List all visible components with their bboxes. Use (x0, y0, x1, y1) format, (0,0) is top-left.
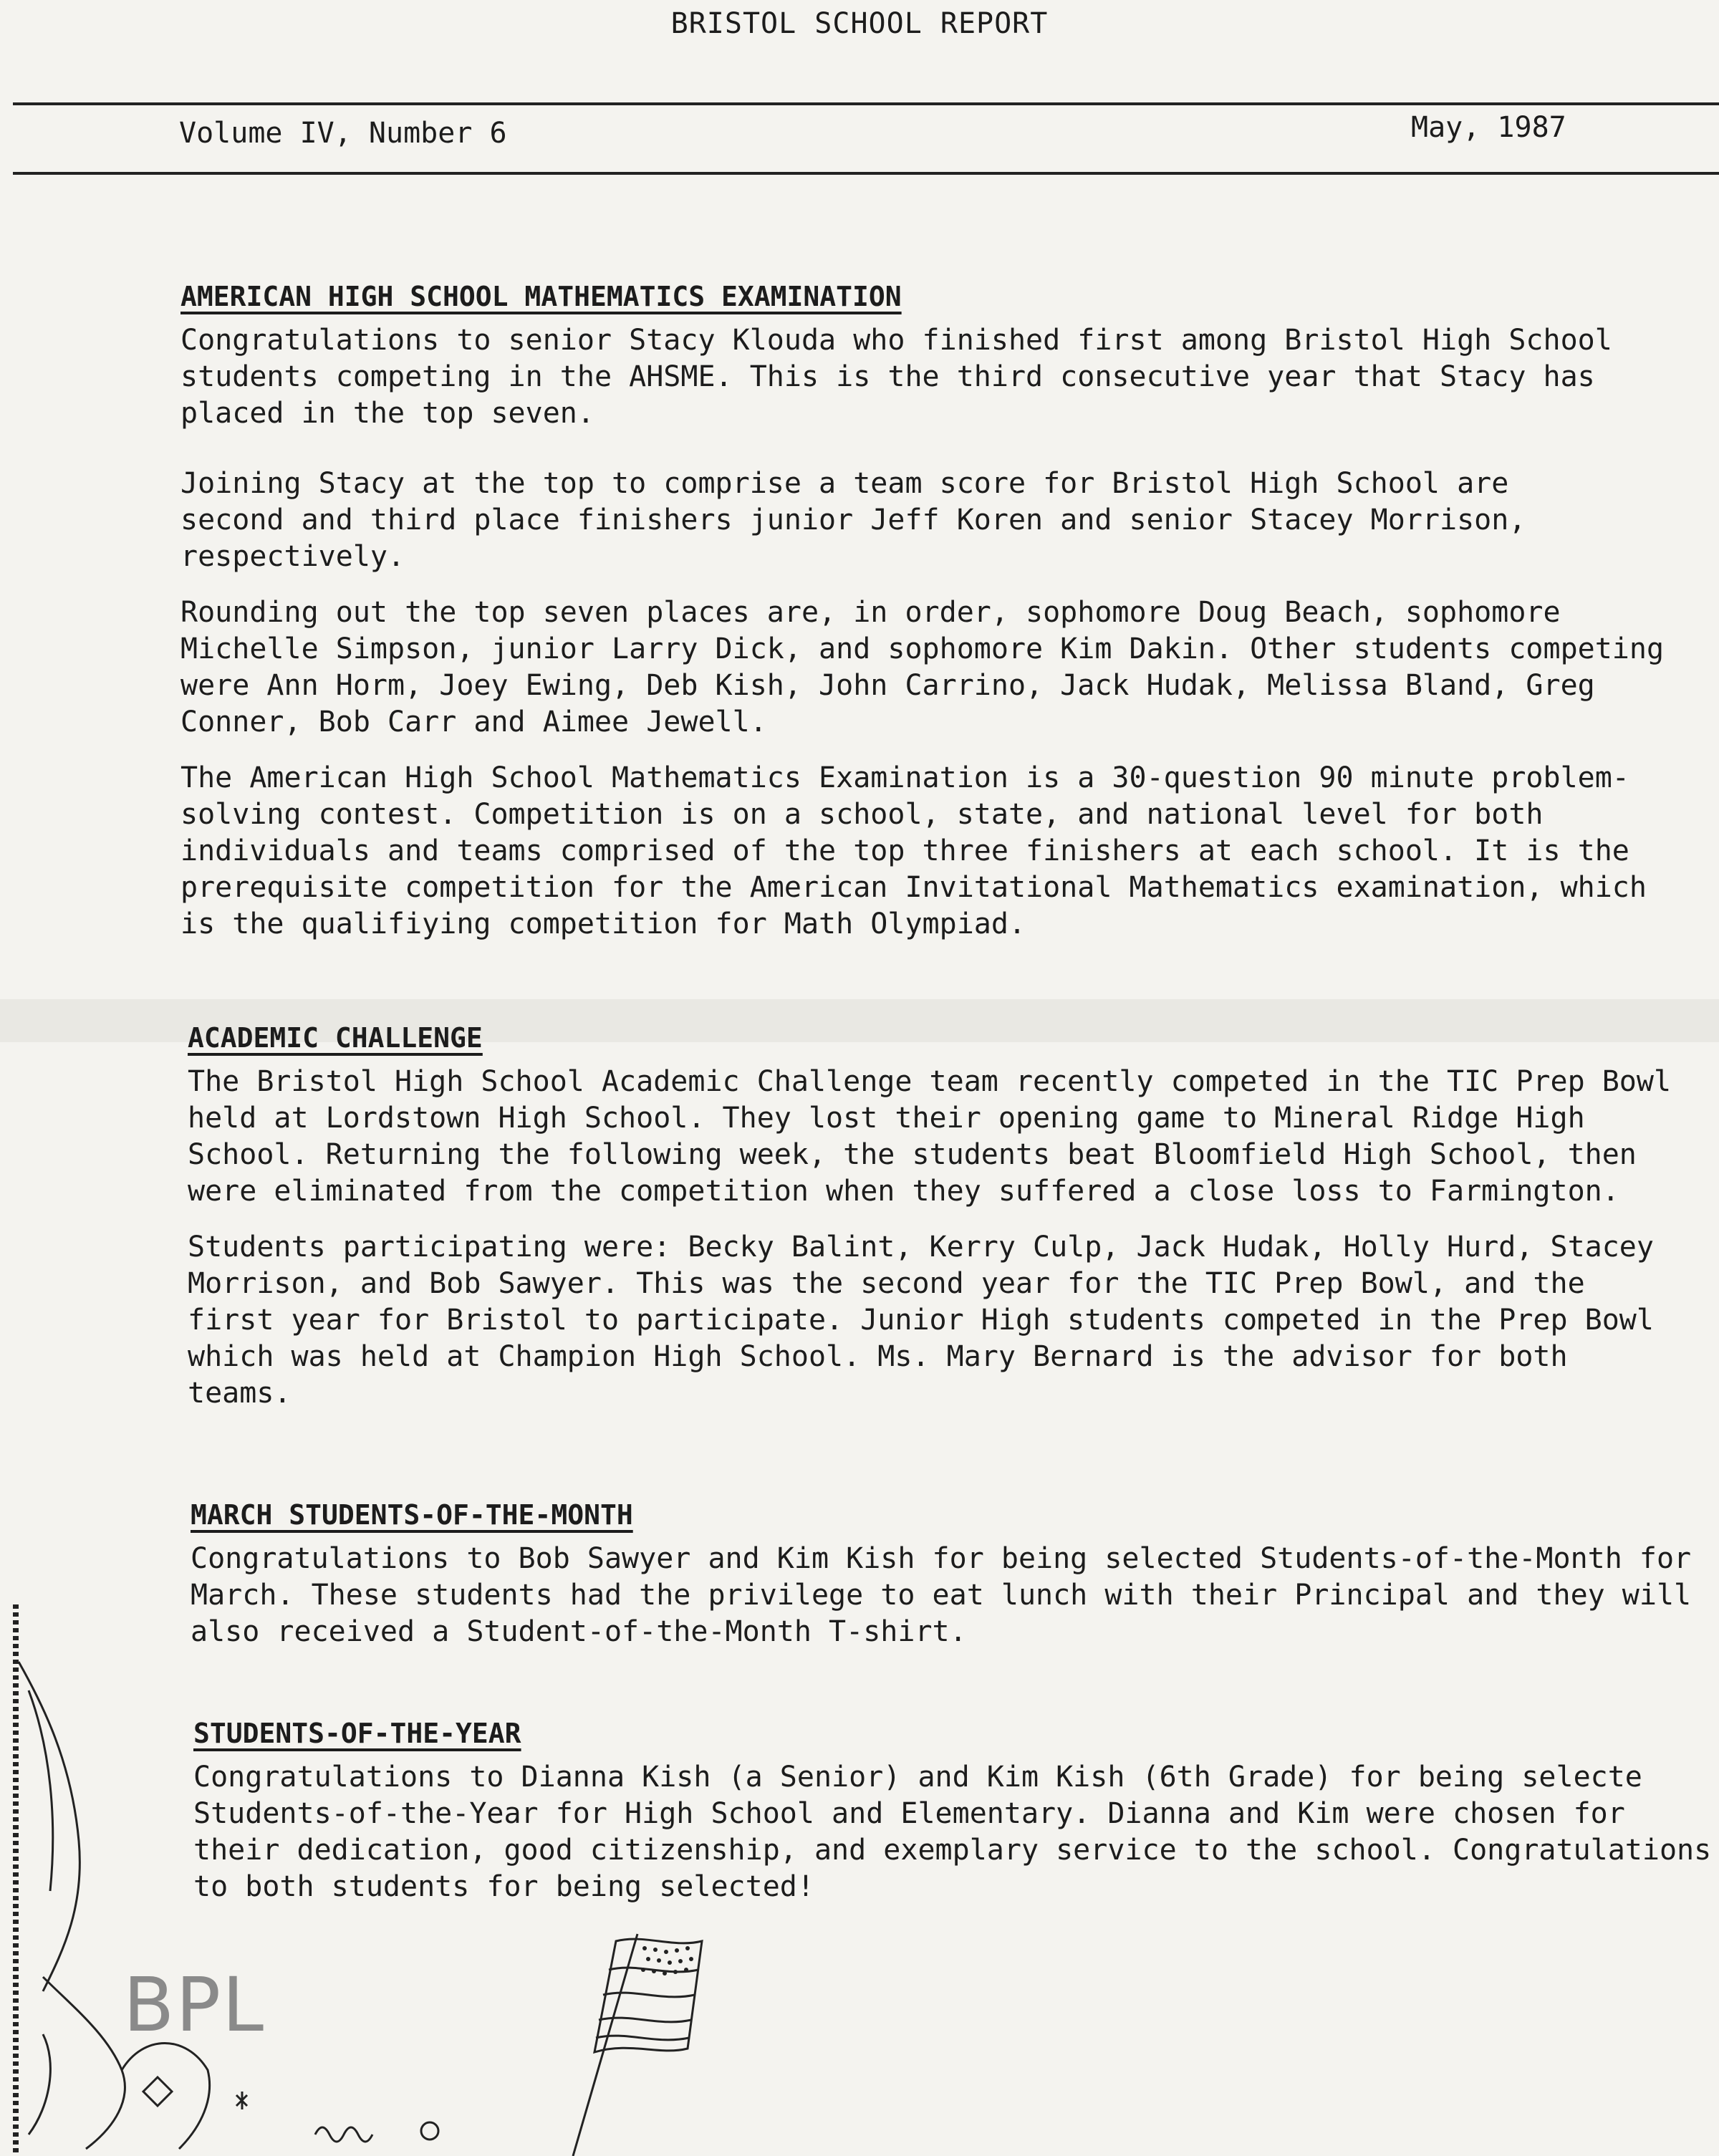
issue-volume: Volume IV, Number 6 (179, 117, 507, 150)
clip-art-figure (0, 1604, 501, 2156)
section-heading: MARCH STUDENTS-OF-THE-MONTH (191, 1499, 633, 1531)
paragraph: Congratulations to Bob Sawyer and Kim Kish for being selected Students-of-the-Month for March. These students had the privilege to eat lunch with their Principal and they will also received a Student-of-the-Month T-shirt. (191, 1542, 1692, 1648)
bottom-rule (13, 172, 1719, 175)
section-ahsme (180, 281, 1699, 962)
section-academic-challenge (188, 1022, 1685, 1431)
section-heading: AMERICAN HIGH SCHOOL MATHEMATICS EXAMINATION (180, 281, 902, 312)
paragraph: Students participating were: Becky Balint, Kerry Culp, Jack Hudak, Holly Hurd, Stacey Morrison, and Bob Sawyer. This was the second year for the TIC Prep Bowl, and the first year for Bristol to participate. Junior High students competed in the Prep Bowl which was held at Champion High School. Ms. Mary Bernard is the advisor for both teams. (188, 1231, 1654, 1410)
paragraph: Congratulations to Dianna Kish (a Senior) and Kim Kish (6th Grade) for being selecte Students-of-the-Year for High School and Elementary. Dianna and Kim were chosen for their dedication, good citizenship, and exemplary service to the school. Congratulations to both students for being selected! (193, 1761, 1712, 1903)
paragraph: Joining Stacy at the top to comprise a team score for Bristol High School are second and third place finishers junior Jeff Koren and senior Stacey Morrison, respectively. (180, 467, 1526, 573)
masthead-title: BRISTOL SCHOOL REPORT (670, 7, 1049, 40)
top-rule (13, 102, 1719, 105)
issue-date: May, 1987 (1411, 111, 1566, 144)
library-watermark: BPL (123, 1961, 266, 2049)
paragraph: Rounding out the top seven places are, in order, sophomore Doug Beach, sophomore Michelle Simpson, junior Larry Dick, and sophomore Kim Dakin. Other students competing were Ann Horm, Joey Ewing, Deb Kish, John Carrino, Jack Hudak, Melissa Bland, Greg Conner, Bob Carr and Aimee Jewell. (180, 596, 1665, 738)
flag-icon (552, 1927, 738, 2156)
paragraph: The American High School Mathematics Examination is a 30-question 90 minute problem-solving contest. Competition is on a school, state, and national level for both individuals and teams comprised of the top three finishers at each school. It is the prerequisite competition for the American Invitational Mathematics examination, which is the qualifiying competition for Math Olympiad. (180, 761, 1647, 940)
section-heading: ACADEMIC CHALLENGE (188, 1022, 483, 1054)
paragraph: Congratulations to senior Stacy Klouda who finished first among Bristol High School students competing in the AHSME. This is the third consecutive year that Stacy has placed in the top seven. (180, 324, 1612, 430)
paragraph: The Bristol High School Academic Challenge team recently competed in the TIC Prep Bowl held at Lordstown High School. They lost their opening game to Mineral Ridge High School. Returning the following week, the students beat Bloomfield High School, then were eliminated from the competition when they suffered a close loss to Farmington. (188, 1065, 1672, 1208)
section-heading: STUDENTS-OF-THE-YEAR (193, 1718, 521, 1749)
